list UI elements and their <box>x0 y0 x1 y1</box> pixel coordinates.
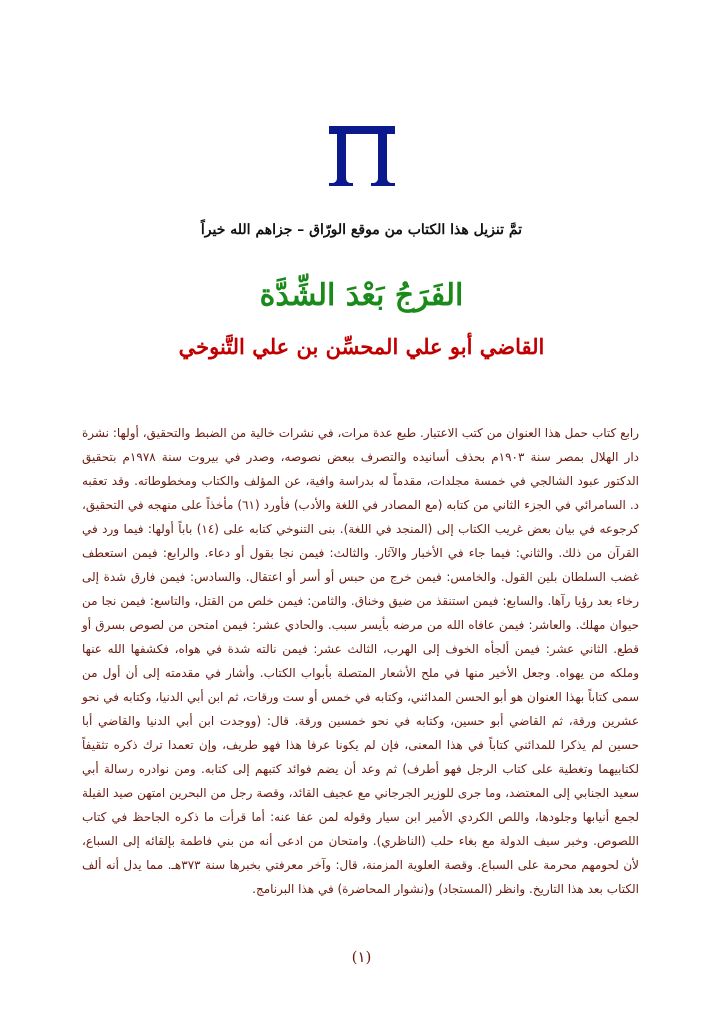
book-author: القاضي أبو علي المحسِّن بن علي التَّنوخي <box>178 334 545 359</box>
page-number: (١) <box>351 948 372 966</box>
pi-symbol-icon <box>327 122 397 188</box>
pi-logo-icon <box>300 110 423 200</box>
download-credit-banner: تمَّ تنزيل هذا الكتاب من موقع الورّاق – جزاهم الله خيراً <box>200 222 523 238</box>
description-paragraph: رابع كتاب حمل هذا العنوان من كتب الاعتبار. طبع عدة مرات، في نشرات خالية من الضبط والتحقيق، أولها: نشرة دار الهلال بمصر سنة ١٩٠٣م بحذف أسانيده والتصرف ببعض نصوصه، وصدر في بيروت سنة ١٩٧٨م بتحقيق الدكتور عبود الشالجي في خمسة مجلدات، مقدماً له بدراسة وافية، عن المؤلف والكتاب ومخطوطاته. وقد تعقبه د. السامرائي في الجزء الثاني من كتابه (مع المصادر في اللغة والأدب) فأورد (٦١) مأخذاً على منهجه في التحقيق، كرجوعه في بيان بعض غريب الكتاب إلى (المنجد في اللغة). بنى التنوخي كتابه على (١٤) باباً أولها: فيما ورد في القرآن من ذلك. والثاني: فيما جاء في الأخبار والآثار. والثالث: فيمن نجا بقول أو دعاء. والرابع: فيمن استعطف غضب السلطان بلين القول. والخامس: فيمن خرج من حبس أو أسر أو اعتقال. والسادس: فيمن فارق شدة إلى رخاء بعد رؤيا رآها. والسابع: فيمن استنقذ من ضيق وخناق. والثامن: فيمن خلص من القتل، والتاسع: فيمن نجا من حيوان مهلك. والعاشر: فيمن عافاه الله من مرضه بأيسر سبب. والحادي عشر: فيمن امتحن من لصوص بسرق أو قطع. الثاني عشر: فيمن ألجأه الخوف إلى الهرب، الثالث عشر: فيمن نالته شدة في هواه، فكشفها الله عنها وملكه من يهواه. وجعل الأخير منها في ملح الأشعار المتصلة بأبواب الكتاب. وأشار في مقدمته إلى أن أول من سمى كتاباً بهذا العنوان هو أبو الحسن المدائني، وكتابه في خمس أو ست ورقات، ثم ابن أبي الدنيا، وكتابه في نحو عشرين ورقة، ثم القاضي أبو حسين، وكتابه في نحو خمسين ورقة. قال: (ووجدت ابن أبي الدنيا والقاضي أبا حسين لم يذكرا للمدائني كتاباً في هذا المعنى، فإن لم يكونا عرفا هذا فهو طريف، وإن تعمدا ترك ذكره تثقيفاً لكتابيهما وتغطية على كتاب الرجل فهو أطرف) ثم وعد أن يضم فوائد كتبهم إلى كتابه. ومن نوادره رسالة أبي سعيد الجنابي إلى المعتضد، وما جرى للوزير الجرجاني مع عجيف القائد، وقصة رجل من البحرين امتهن صيد الفيلة لجمع أنيابها وجلودها، واللص الكردي الأمير ابن سيار وقوله لمن عفا عنه: أما قرأت ما ذكره الجاحظ في كتاب اللصوص. وخبر سيف الدولة مع بغاء حلب (الناظري). وامتحان من ادعى أنه من بني فاطمة بإلقائه إلى السباع، لأن لحومهم محرمة على السباع. وقصة العلوية المزمنة، قال: وآخر معرفتي بخبرها سنة ٣٧٣هـ. مما يدل أنه ألف الكتاب بعد هذا التاريخ. وانظر (المستجاد) و(نشوار المحاضرة) في هذا البرنامج. <box>82 426 640 896</box>
book-description <box>82 421 639 901</box>
book-title: الفَرَجُ بَعْدَ الشِّدَّة <box>259 278 464 313</box>
